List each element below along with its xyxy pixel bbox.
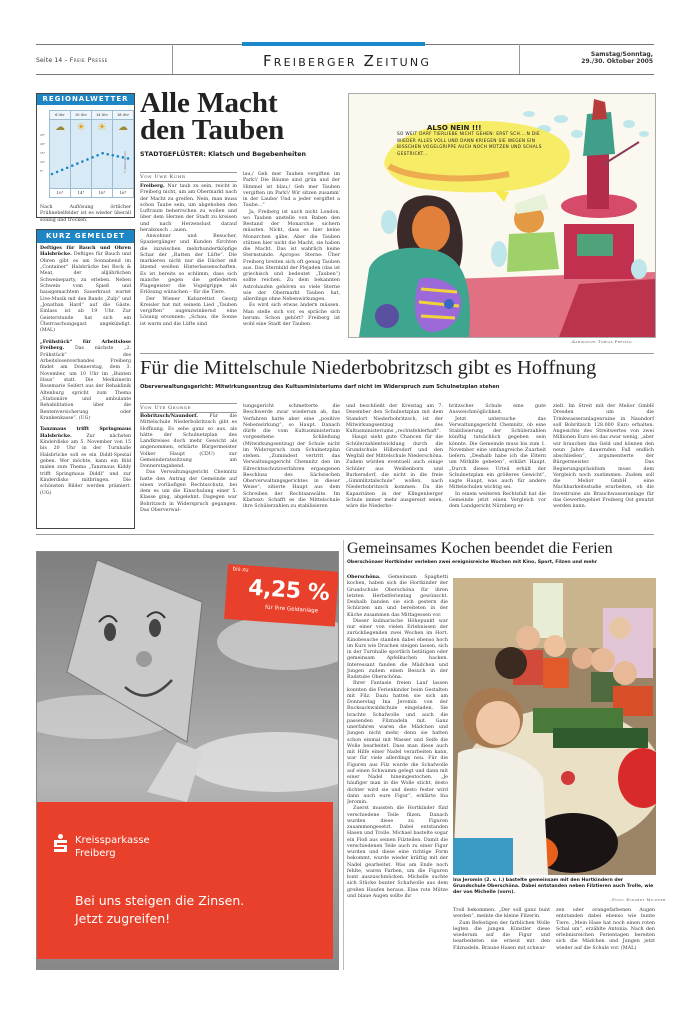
sparkasse-logo-icon (54, 834, 68, 852)
kreissparkasse-ad[interactable] (36, 551, 339, 970)
tauben-headline-line2: den Tauben (140, 114, 285, 146)
ad-rate-badge (224, 564, 339, 627)
temperature-point (91, 156, 94, 159)
section-label: Freie Presse (69, 57, 108, 64)
temperature-point (112, 154, 115, 157)
paragraph: britzscher Schule eine gute Ausweichmöglichkeit. (449, 404, 546, 416)
cloudy-icon: ☁ (55, 122, 65, 133)
news-brief (40, 340, 131, 422)
speech-bubble-title: ALSO NEIN !!! (427, 124, 482, 132)
temperature-point (96, 154, 99, 157)
kochen-headline: Gemeinsames Kochen beendet die Ferien (347, 540, 613, 557)
schule-column-3 (346, 404, 443, 510)
cartoon-credit: –Karikatur: Tobias Freitag (570, 340, 632, 344)
temperature-point (61, 169, 64, 172)
paragraph: zielt. Im Streit mit der Melior GmbH Dresden um die Trinkwasseranlagenruine in Naundorf soll Bobritzsch 128.000 Euro erhalten. Angesichts des Streitwertes von zwei Millionen Euro sei das zwar wenig, „aber wir brauchen das Geld und können den neun Jahre dauernden Fall endlich abschließen“, argumentierte der Bürgermeister. Das Regierungspräsidium muss dem Vergleich noch zustimmen. Zudem soll die Melior GmbH eine Machbarkeitsstudie erarbeiten, ob die Investruine als Brauchwasseranlage für das Gewerbegebiet Freiberg Ost genutzt werden kann. (553, 404, 654, 509)
paragraph-text: Für die Mittelschule Niederbobritzsch gibt es Hoffnung. Es sehe ganz so aus, als hätte der Schulnetzplan des Landkreises doch mehr Gewicht als angenommen, erklärte Bürgermeister Volker Haupt (CDU) zur Gemeinderatssitzung am Donnerstagabend. (140, 414, 237, 469)
paragraph-text: Nur taub zu sein, reicht in Freiberg nicht, um am Obermarkt nach der Macht zu greifen. Nein, man muss schon Taube sein, um abgehoben den Luftraum beherrschen zu wollen und über dem Herzen der Stadt zu kreisen und nach Herzenslust darauf herabzusch ...auen. (140, 184, 237, 233)
ad-badge-subtext: für Ihre Geldanlage (264, 604, 319, 615)
news-brief (40, 427, 131, 497)
masthead-accent-bar (242, 42, 425, 46)
ad-slogan (75, 892, 244, 928)
temperature-point (56, 171, 59, 174)
paragraph: tungsgericht schmetterte die Beschwerde zwar wiederum ab, das Verfahren hatte aber eine „positive Nebenwirkung“, so Haupt. Danach dürfe die vom Kultusministerium vorgesehene Schließung (Mitwirkungsentzug) der Schule nicht im Widerspruch zum Schulnetzplan stehen. „Zumindest vertritt das Verwaltungsgericht Chemnitz den im Eilrechtsschutzverfahren ergangenen Beschluss des Sächsischen Oberverwaltungsgerichtes in dieser Weise“, zitierte Haupt aus dem Schreiben der Rechtsanwälte. Im Klartext: Schafft es die Mittelschule ihre Schülerzahlen zu stabilisieren (243, 404, 340, 509)
temperature-point (106, 153, 109, 156)
tauben-headline (140, 87, 345, 146)
schule-subheadline: Oberverwaltungsgericht: Mitwirkungsentzug des Kultusministeriums darf nicht im Widerspruch zum Schulnetzplan stehen (140, 384, 500, 390)
temperature-point (86, 158, 89, 161)
news-brief-text: Deftiges für Bauch und Ohren gibt es am Sonnabend im „Container“ Halsbrücke bei Rock & Meat, der alljährlichen Schweineparty, zu erleben. Neben Schwein vom Spieß und hausgemachtem Sauerkraut wartet Live-Musik mit den Bands „Zulp“ und „Jonathan Hard“ auf die Gäste. Einlass ist ab 19 Uhr. Zur Geisterstunde hat sich ein Überraschungsgast angekündigt. (MAL) (40, 252, 131, 334)
tauben-headline-line1: Alle Macht (140, 87, 278, 119)
issue-date-days: Samstag/Sonntag, (590, 51, 653, 58)
dateline: Oberschöna. (347, 574, 381, 580)
paragraph: Zuerst mussten die Hortkinder fünf verschiedene Teile filzen. Danach wurden diese zu Figuren zusammengesetzt. Dabei entstanden Hasen und Trolle. Michael bastelte sogar ein Floß aus seinen Filzteilen. Damit die verschiedenen Teile auch zu einer Figur wurden und diese eine richtige Form bekommt, wurde wieder kräftig mit der Nadel gearbeitet. Was am Ende noch fehlte, waren Farben, um die Figuren bunt auszuschmücken. Michelle suchte sich Stücke bunter Schafwolle aus dem großen Haufen heraus. Eine rote Mütze und blaue Augen sollte ihr (347, 806, 448, 899)
weather-chart (40, 107, 131, 202)
weather-title: REGIONALWETTER (37, 94, 134, 105)
speech-bubble-text (397, 124, 557, 158)
paragraph: In einem weiteren Rechtsfall hat die Gemeinde jetzt einen Vergleich vor dem Landgericht Nürnberg er- (449, 491, 546, 509)
ad-brand-line1: Kreissparkasse (75, 835, 150, 846)
paragraph (347, 574, 448, 619)
page-number: Seite 14 – (36, 57, 68, 64)
temperature-point (117, 155, 120, 158)
header-bottom-rule (36, 74, 654, 75)
kochen-column-2 (453, 908, 550, 952)
weather-description: Nach Auflösung örtlicher Frühnebelfelder ist es wieder überall sonnig und trocken. (40, 205, 131, 223)
schule-byline: Von Ute George (140, 403, 237, 413)
weather-slot-temp: 18° (92, 188, 112, 197)
news-briefs-box (36, 229, 135, 529)
dateline: Freiberg. (140, 183, 165, 189)
felting-children-photo (453, 578, 656, 875)
weather-slot-time: 10 Uhr (71, 111, 91, 120)
photo-credit: –Foto: Eckardt Mildner (610, 898, 666, 902)
paragraph (140, 183, 237, 234)
temperature-point (66, 166, 69, 169)
issue-date (581, 51, 653, 65)
schule-column-2 (243, 404, 340, 510)
kochen-column-3 (556, 908, 655, 952)
speech-bubble-body: SO WEIT DARF TIERLIEBE NICHT GEHEN: ERST SCH....N DIE WIEDER ALLES VOLL UND DANN KRIEGEN SIE WEGEN EIN BISSCHEN VOGELGRIPPE AUCH NOCH MÜTZEN UND SCHALS GESTRICKT... (397, 132, 542, 157)
scale-label: 25° (40, 133, 46, 137)
schule-column-1 (140, 413, 237, 514)
tauben-byline: Von Uwe Kuhr (140, 172, 237, 182)
ad-slogan-line2: Jetzt zugreifen! (75, 911, 171, 926)
temperature-point (101, 152, 104, 155)
ad-badge-rate: 4,25 % (247, 575, 331, 607)
paragraph: Es wird sich etwas ändern müssen. Man stelle sich vor, es spräche sich herum: Schon gehört? Freiberg ist wohl eine Stadt der Tauben. (243, 303, 340, 327)
tauben-column-2 (243, 172, 340, 328)
weather-slot-temp: 16° (113, 188, 133, 197)
header-divider-right (519, 44, 520, 74)
section-divider (36, 534, 654, 535)
scale-label: 20° (40, 142, 46, 146)
dateline: Bobritzsch/Naundorf. (140, 413, 198, 419)
paragraph-text: Gemeinsam Spaghetti kochen, haben sich die Hortkinder der Grundschule Oberschöna für ihren letzten Herbstferientag gewünscht. Deshalb banden sie sich gestern die Schürzen um und bereiteten in der Küche zusammen das Mittagessen vor. (347, 575, 448, 618)
paragraph: lau,/ Geh mer Tauben vergiften im Park!/ Die Bäume sind grün und der Himmel ist blau,/ Geh mer Tauben vergiften im Park!/ Wir sitzen zusamm' in der Laube/ Und a jeder vergiftet a Taube...“ (243, 172, 340, 209)
paragraph: Troll bekommen. „Der soll ganz bunt werden“, meinte die kleine Filzerin. (453, 908, 550, 920)
cloudy-icon: ☁ (118, 122, 128, 133)
photo-caption: Ina Jeromin (2. v. l.) bastelte gemeinsam mit den Hortkindern der Grundschule Oberschöna. Dabei entstanden neben Filztieren auch Trolle, wie der von Michelle (vorn). (453, 878, 654, 895)
temperature-point (51, 173, 54, 176)
news-brief-headline: Deftiges für Bauch und Ohren Halsbrücke. (40, 246, 131, 258)
page-label (36, 57, 108, 64)
temperature-point (76, 162, 79, 165)
paragraph: Zum Befestigen der farblichen Wolle legten die jungen Künstler diese wiederum auf die Figur und bearbeiteten sie erneut mit den Filznadeln. Braune Hasen mit schwar- (453, 920, 550, 951)
tauben-subheadline: STADTGEFLÜSTER: Klatsch und Begebenheiten (140, 151, 307, 158)
news-brief-text: Zur nächsten Kinderdisko am 5. November von 15 bis 20 Uhr in der Turnhalle Halsbrücke soll es ein Diddl-Spezial geben. Wer möchte, kann ein Bild malen zum Thema „Tanzmaus Kiddy trifft Springmaus Diddl“ und zur Kinderdisko mitbringen. Die schönsten Bilder werden prämiert. (UG) (40, 433, 131, 496)
news-brief-headline: Tanzmaus trifft Springmaus Halsbrücke. (40, 427, 131, 439)
issue-date-dates: 29./30. Oktober 2005 (581, 58, 653, 65)
kochen-subheadline: Oberschönaer Hortkinder verleben zwei ereignisreiche Wochen mit Kino, Sport, Filzen und mehr (347, 560, 598, 565)
ad-banner (37, 802, 333, 959)
scale-label: 15° (40, 151, 46, 155)
ad-brand-line2: Freiberg (75, 848, 116, 859)
weather-source: © wetterwelt.com (124, 151, 127, 173)
weather-slot-time: 14 Uhr (92, 111, 112, 120)
paragraph (140, 413, 237, 470)
sun-icon: ☀ (76, 122, 86, 133)
scale-label: 5° (40, 169, 44, 173)
news-brief-headline: „Frühstück“ für Arbeitslose Freiberg. (40, 339, 131, 352)
masthead-title: Freiberger Zeitung (262, 52, 432, 70)
schule-column-4 (449, 404, 546, 510)
paragraph: Ja, Freiberg ist auch nicht London, wo Tauben anstelle von Raben den Bestand der Monarchie sichern müssten. Nicht, dass es hier keine Monarchen gäbe. Aber die Tauben stützen hier nicht die Macht, sie haben die Macht. Das ist wahrlich keine Sternstunde. Apropos Sterne: Über Freiberg breiten sich oft genug Tauben aus. Das Sternbild der Plejaden (das ist griechisch und bedeutet „Tauben“) sollte reichen. Zu dem bekannten Astrohaufen gehören so viele Sterne wie der Obermarkt Tauben hat, allerdings ohne Nebenwirkungen. (243, 209, 340, 302)
temperature-point (81, 160, 84, 163)
sun-icon: ☀ (97, 122, 107, 133)
weather-box (36, 93, 135, 223)
ad-slogan-line1: Bei uns steigen die Zinsen. (75, 893, 245, 908)
weather-slot-temp: 10° (50, 188, 70, 197)
news-brief (40, 246, 131, 335)
weather-slot-temp: 14° (71, 188, 91, 197)
kochen-column-1 (347, 574, 448, 972)
cartoon-illustration (348, 93, 656, 338)
ad-brand-name (75, 834, 150, 860)
paragraph: Anwohner und Besucher, Spaziergänger und Kunden fürchten die inzwischen mehrhundertköpfige Schar der „Ratten der Lüfte“. Die markieren nicht nur die Dächer mit ätzend weißen Hinterlassenschaften. Es ist bereits so schlimm, dass sich manche gegen die gefiederten Plagegeister die Vogelgrippe als Erlösung wünschen – für die Tiere. (140, 234, 237, 296)
temperature-curve (40, 107, 131, 202)
paragraph: und beschließt der Kreistag am 7. Dezember den Schulnetzplan mit dem Standort Niederbobritzsch, ist der Mitwirkungsentzug des Kultusministeriums „rechtsfehlerhaft“. (346, 404, 443, 434)
news-briefs-title: KURZ GEMELDET (37, 230, 134, 243)
ad-badge-prefix: bis zu (232, 566, 249, 574)
section-divider (140, 353, 654, 354)
paragraph: Der Wiener Kabarettist Georg Kreisler hat mit seinem Lied „Tauben vergiften“ augenzwinkernd eine Lösung ersonnen: „Schau, die Sonne ist warm und die Lüfte sind (140, 296, 237, 327)
news-brief-text: Das nächste „2. Frühstück“ des Arbeitslosenverbandes Freiberg findet am Donnerstag, dem 3. November, um 10 Uhr im „Bunten Haus“ statt. Die Medizinerin Rosemarie Seifert aus der Rehaklinik Altenburg spricht zum Thema „Stationäre und ambulante Rehabilitation über die Rentenversicherung oder Krankenkasse“. (UG) (40, 346, 131, 421)
weather-slot-time: 6 Uhr (50, 111, 70, 120)
schule-headline: Für die Mittelschule Niederbobritzsch gibt es Hoffnung (140, 357, 597, 379)
paragraph: Dieser kulinarische Höhepunkt war nur einer von vielen Erlebnissen der zurückliegenden zwei Wochen im Hort. Kinobesuche standen dabei ebenso hoch im Kurs wie Drachen steigen lassen, sich in der Turnhalle sportlich betätigen oder gemeinsam Apfelkuchen backen. Interessant fanden die Mädchen und Jungen zudem einen Besuch in der Radstube Oberschöna. (347, 618, 448, 680)
paragraph: zen oder orangefarbenen Augen entstanden dabei ebenso wie bunte Tiere. „Mein Hase hat noch einen roten Schal um“, erzählte Antonia. Nach den erlebnisreichen Ferientagen bereiten sich die Mädchen und Jungen jetzt wieder auf die Schule vor. (MAL) (556, 908, 655, 951)
scale-label: 10° (40, 160, 46, 164)
paragraph: Jetzt untersuche das Verwaltungsgericht Chemnitz, ob eine Stabilisierung der Schülerzahlen künftig tatsächlich gegeben sein könnte. Die Gemeinde muss bis zum 1. November eine umfangreiche Zuarbeit liefern. „Deshalb habe ich die Eltern um Mithilfe gebeten“, erklärt Haupt. „Durch dieses Urteil erhält der Schulnetzplan ein größeres Gewicht“, sagte Haupt, was auch für andere Mittelschulen wichtig sei. (449, 416, 546, 491)
paragraph: Das Verwaltungsgericht Chemnitz hatte den Antrag der Gemeinde auf einen vorläufigen Rechtsschutz, bei dem es um die Einschulung einer 5. Klasse ging, abgelehnt. Dagegen war Bobritzsch in Widerspruch gegangen. Das Oberverwal- (140, 470, 237, 513)
kochen-photo (453, 578, 656, 875)
schule-column-5 (553, 404, 654, 510)
paragraph: Ihrer Fantasie freien Lauf lassen konnten die Ferienkinder beim Gestalten mit Filz. Dazu hatten sie sich am Donnerstag Ina Jeromin von der Rucksackwaldschule eingeladen. Sie brachte Schafwolle und auch die passenden Filznadeln mit. Ganz unerfahren waren die Mädchen und Jungen nicht mehr, denn sie hatten schon einmal mit Wasser und Seife die Wolle bearbeitet. Dass man diese auch mit Hilfe einer Nadel verarbeiten kann, war für viele allerdings neu. Für die Figuren aus Filz wurde die Schafwolle auf einen Schwamm gelegt und dann mit einer Nadel hineingestochen. „Je häufiger man in die Wolle sticht, desto dichter wird sie und desto fester wird dann auch eure Figur“, erklärte Ina Jeromin. (347, 681, 448, 805)
kochen-left-rule (343, 540, 344, 970)
paragraph: Haupt sieht gute Chancen für die Schülerzahlentwicklung durch die Grundschule Hilbersdorf und den Wegfall der Mittelschule Niederschöna. Zudem würden eventuell auch einige Schüler aus Weißenborn und Burkersdorf, die nicht in die freie „Gimmlitztalschule“ wollen, nach Niederbobritzsch kommen. Da die Kapazitäten in der Klingenberger Schule immer mehr ausgereizt seien, wäre die Niederbo- (346, 435, 443, 509)
header-divider-left (172, 44, 173, 74)
temperature-point (71, 164, 74, 167)
weather-slot-time: 18 Uhr (113, 111, 133, 120)
tauben-column-1 (140, 183, 237, 328)
news-briefs-list (37, 243, 134, 505)
temperature-point (127, 157, 130, 160)
